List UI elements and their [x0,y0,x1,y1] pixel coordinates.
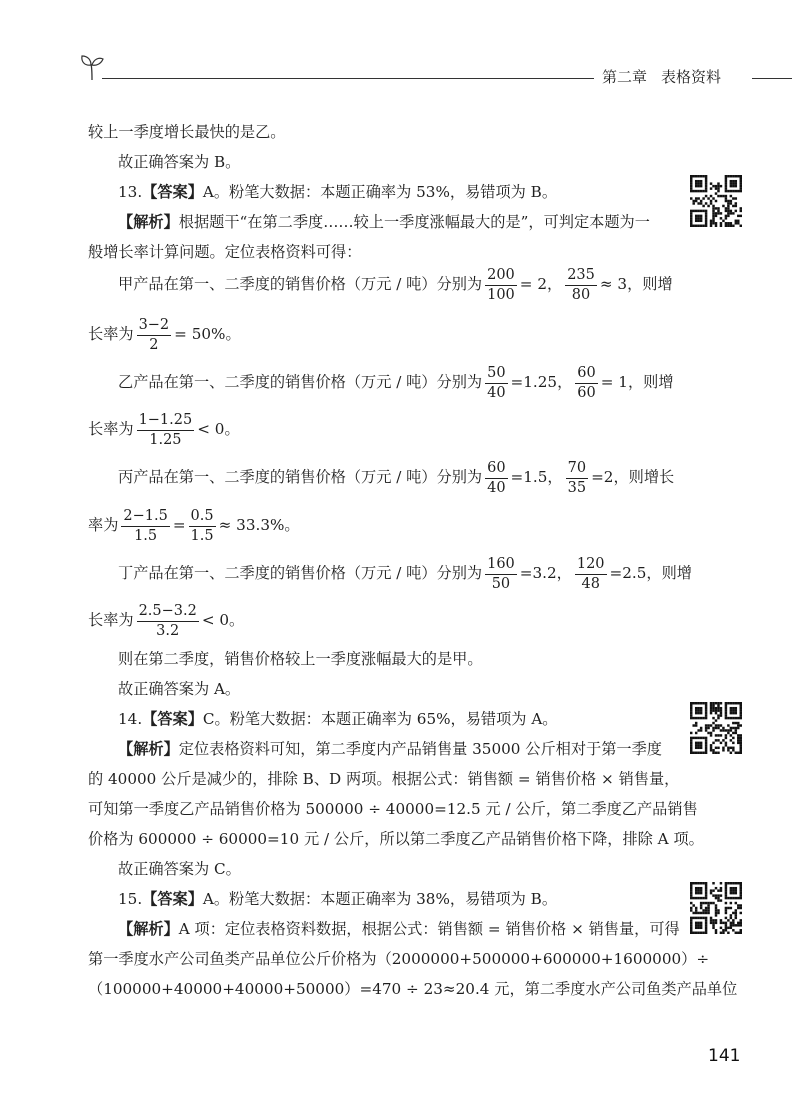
running-head [602,66,752,87]
denominator: 40 [487,384,506,401]
denominator: 60 [577,384,596,401]
bing-line [118,461,698,495]
ding-line [118,557,698,591]
text-line: 故正确答案为 A。 [118,680,241,698]
text-span: ≈ 33.3%。 [218,516,300,534]
text-span: 率为 [88,516,119,534]
analysis-text: 根据题干“在第二季度……较上一季度涨幅最大的是”，可判定本题为一 [178,213,650,231]
numerator: 235 [565,268,597,286]
denominator: 1.25 [149,431,182,448]
numerator: 60 [575,366,597,384]
text-line: 故正确答案为 B。 [118,153,241,171]
numerator: 0.5 [189,509,216,527]
denominator: 35 [567,479,587,496]
jia-rate-line [88,318,668,352]
denominator: 1.5 [190,527,214,544]
chapter-label: 第二章 [602,68,648,86]
analysis-text: A 项：定位表格资料数据，根据公式：销售额 = 销售价格 × 销售量，可得 [178,920,680,938]
text-span: 甲产品在第一、二季度的销售价格（万元 / 吨）分别为 [118,275,483,293]
text-span: = 1，则增 [600,373,674,391]
answer-text: A。粉笔大数据：本题正确率为 38%，易错项为 B。 [202,890,558,908]
text-line: 较上一季度增长最快的是乙。 [88,123,286,141]
denominator: 2 [149,336,159,353]
bing-rate-line [88,509,668,543]
numerator: 2.5−3.2 [137,604,199,622]
text-span: =2，则增长 [591,468,675,486]
numerator: 60 [485,461,507,479]
denominator: 80 [571,286,591,303]
fraction [121,509,169,543]
fraction [485,268,517,302]
fraction [485,557,517,591]
text-span: =1.5， [510,468,563,486]
denominator: 50 [491,575,511,592]
qr-code-icon[interactable] [690,175,742,227]
header-rule-right [752,78,792,79]
denominator: 3.2 [156,622,180,639]
q14-answer-line [118,708,698,730]
text-span: =2.5，则增 [609,564,692,582]
text-span: =3.2， [519,564,572,582]
fraction [137,413,195,447]
fraction [485,366,507,400]
text-span: = 2， [519,275,563,293]
q13-answer-line [118,181,698,203]
fraction [575,557,607,591]
jia-line [118,268,698,302]
text-span: 丙产品在第一、二季度的销售价格（万元 / 吨）分别为 [118,468,483,486]
denominator: 40 [487,479,506,496]
text-line: 故正确答案为 C。 [118,860,241,878]
denominator: 48 [581,575,600,592]
text-line: 价格为 600000 ÷ 60000=10 元 / 公斤，所以第二季度乙产品销售价格下降，排除 A 项。 [88,830,704,848]
header-rule [102,78,594,79]
numerator: 200 [485,268,517,286]
answer-label: 【答案】 [142,890,203,908]
fraction [485,461,507,495]
analysis-text: 定位表格资料可知，第二季度内产品销售量 35000 公斤相对于第一季度 [178,740,662,758]
numerator: 70 [566,461,588,479]
qr-code-icon[interactable] [690,702,742,754]
text-line: 则在第二季度，销售价格较上一季度涨幅最大的是甲。 [118,650,483,668]
text-line: 第一季度水产公司鱼类产品单位公斤价格为（2000000+500000+600000+1600000）÷ [88,950,710,968]
text-span: ≈ 3，则增 [599,275,673,293]
yi-rate-line [88,413,668,447]
text-line: （100000+40000+40000+50000）=470 ÷ 23≈20.4 元，第二季度水产公司鱼类产品单位 [88,980,738,998]
fraction [566,461,588,495]
sprout-icon [80,52,104,82]
text-line: 般增长率计算问题。定位表格资料可得： [88,243,362,261]
text-line: 的 40000 公斤是减少的，排除 B、D 两项。根据公式：销售额 = 销售价格 × 销售量， [88,770,680,788]
text-span: = 50%。 [174,325,241,343]
question-number: 15. [118,890,143,908]
fraction [565,268,597,302]
answer-label: 【答案】 [142,183,203,201]
answer-label: 【答案】 [142,710,203,728]
q14-analysis-line [118,738,698,760]
numerator: 120 [575,557,607,575]
qr-code-icon[interactable] [690,882,742,934]
analysis-label: 【解析】 [118,920,179,938]
text-span: 长率为 [88,611,134,629]
numerator: 160 [485,557,517,575]
analysis-label: 【解析】 [118,740,179,758]
answer-text: C。粉笔大数据：本题正确率为 65%，易错项为 A。 [202,710,558,728]
fraction [137,604,199,638]
q15-answer-line [118,888,698,910]
chapter-title: 表格资料 [661,68,722,86]
fraction [189,509,216,543]
text-span: 长率为 [88,420,134,438]
question-number: 13. [118,183,143,201]
text-span: = [172,516,186,534]
fraction [137,318,172,352]
numerator: 50 [485,366,507,384]
ding-rate-line [88,604,668,638]
text-span: 长率为 [88,325,134,343]
analysis-label: 【解析】 [118,213,179,231]
text-span: < 0。 [201,611,245,629]
q15-analysis-line [118,918,698,940]
numerator: 3−2 [137,318,172,336]
page-number: 141 [708,1046,741,1066]
text-span: 乙产品在第一、二季度的销售价格（万元 / 吨）分别为 [118,373,483,391]
answer-text: A。粉笔大数据：本题正确率为 53%，易错项为 B。 [202,183,558,201]
denominator: 1.5 [134,527,158,544]
denominator: 100 [487,286,515,303]
numerator: 2−1.5 [121,509,169,527]
yi-line [118,366,698,400]
text-span: < 0。 [197,420,240,438]
page-header [0,0,800,100]
text-span: =1.25， [510,373,573,391]
text-line: 可知第一季度乙产品销售价格为 500000 ÷ 40000=12.5 元 / 公斤，第二季度乙产品销售 [88,800,698,818]
q13-analysis-line [118,211,698,233]
text-span: 丁产品在第一、二季度的销售价格（万元 / 吨）分别为 [118,564,483,582]
question-number: 14. [118,710,143,728]
fraction [575,366,597,400]
numerator: 1−1.25 [137,413,195,431]
